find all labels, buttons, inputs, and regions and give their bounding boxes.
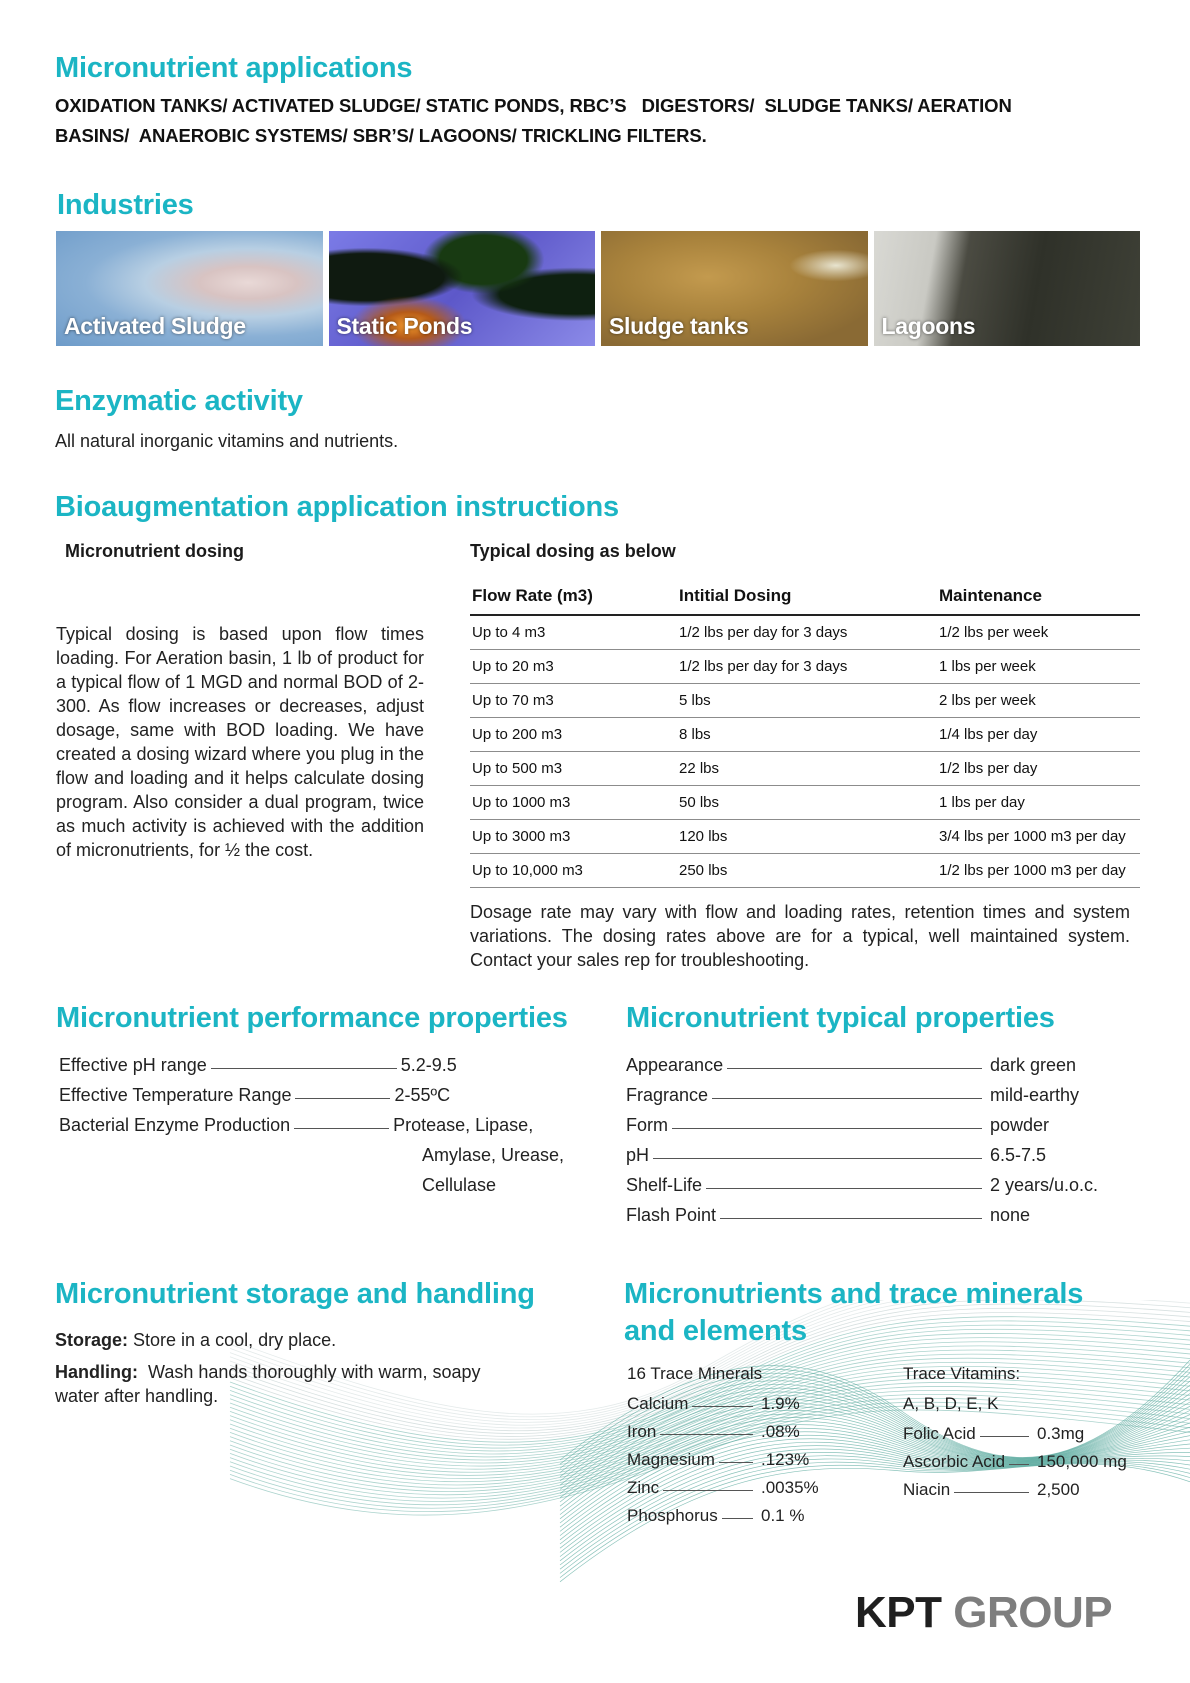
property-label: Flash Point xyxy=(626,1205,717,1225)
trace-value: 0.3mg xyxy=(1037,1424,1085,1443)
property-value: 2 years/u.o.c. xyxy=(990,1175,1099,1195)
table-row xyxy=(470,786,1140,820)
property-label: Fragrance xyxy=(626,1085,709,1105)
trace-row xyxy=(627,1498,805,1526)
initial-dosing-cell: 1/2 lbs per day for 3 days xyxy=(677,650,937,684)
typical-list xyxy=(626,1046,1146,1226)
tile-label: Activated Sludge xyxy=(64,313,246,339)
logo-group: GROUP xyxy=(953,1588,1113,1637)
applications-list-line1: OXIDATION TANKS/ ACTIVATED SLUDGE/ STATIC PONDS, RBC’S DIGESTORS/ SLUDGE TANKS/ AERATION xyxy=(55,95,1012,116)
property-value: 5.2-9.5 xyxy=(400,1055,457,1075)
property-value-continued xyxy=(59,1166,564,1196)
leader-line xyxy=(720,1218,982,1219)
trace-label: Niacin xyxy=(903,1480,951,1499)
property-label: Effective pH range xyxy=(59,1055,207,1075)
leader-line xyxy=(727,1068,982,1069)
property-value: Protease, Lipase, xyxy=(393,1115,534,1135)
enzymatic-title: Enzymatic activity xyxy=(55,385,303,417)
trace-title-line1: Micronutrients and trace minerals xyxy=(624,1278,1084,1310)
trace-label: Calcium xyxy=(627,1394,689,1413)
trace-label: Zinc xyxy=(627,1478,660,1497)
leader-line xyxy=(719,1462,753,1463)
handling-label: Handling: xyxy=(55,1362,138,1382)
maintenance-cell: 2 lbs per week xyxy=(937,684,1140,718)
trace-value: 0.1 % xyxy=(761,1506,805,1525)
flow-rate-cell: Up to 3000 m3 xyxy=(470,820,677,854)
table-row xyxy=(470,615,1140,650)
flow-rate-cell: Up to 1000 m3 xyxy=(470,786,677,820)
vitamins-list: A, B, D, E, K xyxy=(903,1394,999,1413)
maintenance-cell: 1/2 lbs per week xyxy=(937,615,1140,650)
maintenance-cell: 1 lbs per week xyxy=(937,650,1140,684)
trace-row xyxy=(903,1444,1127,1472)
leader-line xyxy=(1009,1464,1029,1465)
trace-value: 2,500 xyxy=(1037,1480,1080,1499)
minerals-heading: 16 Trace Minerals xyxy=(627,1364,763,1383)
maintenance-cell: 1/2 lbs per day xyxy=(937,752,1140,786)
property-value: Cellulase xyxy=(422,1175,497,1195)
table-header-row xyxy=(470,578,1140,615)
property-label: Shelf-Life xyxy=(626,1175,703,1195)
leader-line xyxy=(672,1128,982,1129)
maintenance-cell: 1/2 lbs per 1000 m3 per day xyxy=(937,854,1140,888)
trace-value: .123% xyxy=(761,1450,810,1469)
property-label: Bacterial Enzyme Production xyxy=(59,1115,291,1135)
applications-list-line2: BASINS/ ANAEROBIC SYSTEMS/ SBR’S/ LAGOONS/ TRICKLING FILTERS. xyxy=(55,125,707,146)
leader-line xyxy=(980,1436,1029,1437)
initial-dosing-cell: 5 lbs xyxy=(677,684,937,718)
property-row xyxy=(626,1196,1146,1226)
trace-row xyxy=(627,1414,800,1442)
dosing-paragraph: Typical dosing is based upon flow times loading. For Aeration basin, 1 lb of product for a typical flow of 1 MGD and normal BOD of 2-300. As flow increases or decreases, adjust dosage, same with BOD loading. We have created a dosing wizard where you plug in the flow and loading and it helps calculate dosing program. Also consider a dual program, twice as much activity is achieved with the addition of micronutrients, for ½ the cost. xyxy=(56,624,424,860)
tile-label: Static Ponds xyxy=(336,313,473,339)
table-subtitle: Typical dosing as below xyxy=(470,541,676,561)
trace-value: .0035% xyxy=(761,1478,819,1497)
leader-line xyxy=(712,1098,982,1099)
property-value: powder xyxy=(990,1115,1050,1135)
industry-tile-static-ponds xyxy=(329,231,596,346)
property-value: none xyxy=(990,1205,1031,1225)
flow-rate-cell: Up to 10,000 m3 xyxy=(470,854,677,888)
kpt-group-logo xyxy=(855,1588,1112,1638)
maintenance-cell: 3/4 lbs per 1000 m3 per day xyxy=(937,820,1140,854)
initial-dosing-cell: 120 lbs xyxy=(677,820,937,854)
table-row xyxy=(470,820,1140,854)
property-label: pH xyxy=(626,1145,650,1165)
storage-text: Store in a cool, dry place. xyxy=(128,1330,337,1350)
property-label: Appearance xyxy=(626,1055,724,1075)
performance-title: Micronutrient performance properties xyxy=(56,1002,568,1034)
leader-line xyxy=(663,1490,753,1491)
property-label: Form xyxy=(626,1115,668,1135)
vitamin-values-list xyxy=(903,1416,1127,1500)
table-row xyxy=(470,718,1140,752)
trace-label: Folic Acid xyxy=(903,1424,976,1443)
handling-text: Wash hands thoroughly with warm, soapy water after handling. xyxy=(55,1362,486,1406)
property-row xyxy=(626,1136,1146,1166)
property-row xyxy=(626,1106,1146,1136)
maintenance-cell: 1 lbs per day xyxy=(937,786,1140,820)
logo-kpt: KPT xyxy=(855,1588,942,1637)
storage-title: Micronutrient storage and handling xyxy=(55,1278,535,1310)
property-row xyxy=(59,1046,564,1076)
leader-line xyxy=(653,1158,982,1159)
property-value-continued xyxy=(59,1136,564,1166)
leader-line xyxy=(706,1188,982,1189)
enzymatic-text: All natural inorganic vitamins and nutrients. xyxy=(55,431,399,451)
leader-line xyxy=(954,1492,1029,1493)
dosing-subtitle: Micronutrient dosing xyxy=(65,541,244,561)
leader-line xyxy=(294,1128,389,1129)
trace-row xyxy=(903,1416,1085,1444)
flow-rate-cell: Up to 200 m3 xyxy=(470,718,677,752)
flow-rate-cell: Up to 500 m3 xyxy=(470,752,677,786)
leader-line xyxy=(660,1434,753,1435)
table-row xyxy=(470,684,1140,718)
trace-value: .08% xyxy=(761,1422,800,1441)
industry-tile-sludge-tanks xyxy=(601,231,868,346)
industries-title: Industries xyxy=(57,189,194,221)
leader-line xyxy=(692,1406,753,1407)
tile-label: Sludge tanks xyxy=(609,313,749,339)
vitamins-heading: Trace Vitamins: xyxy=(903,1364,1021,1383)
trace-row xyxy=(627,1386,800,1414)
handling-line xyxy=(55,1360,495,1408)
tile-label: Lagoons xyxy=(881,313,976,339)
trace-label: Iron xyxy=(627,1422,657,1441)
initial-dosing-cell: 1/2 lbs per day for 3 days xyxy=(677,615,937,650)
typical-title: Micronutrient typical properties xyxy=(626,1002,1055,1034)
column-header: Flow Rate (m3) xyxy=(470,578,677,615)
property-value: Amylase, Urease, xyxy=(422,1145,565,1165)
column-header: Maintenance xyxy=(937,578,1140,615)
applications-title: Micronutrient applications xyxy=(55,52,413,84)
trace-row xyxy=(627,1470,819,1498)
bioaugmentation-title: Bioaugmentation application instructions xyxy=(55,491,619,523)
leader-line xyxy=(211,1068,397,1069)
initial-dosing-cell: 250 lbs xyxy=(677,854,937,888)
property-value: 6.5-7.5 xyxy=(990,1145,1047,1165)
trace-label: Magnesium xyxy=(627,1450,715,1469)
trace-label: Ascorbic Acid xyxy=(903,1452,1006,1471)
property-row xyxy=(626,1046,1146,1076)
property-label: Effective Temperature Range xyxy=(59,1085,292,1105)
dosing-note: Dosage rate may vary with flow and loading rates, retention times and system variations. The dosing rates above are for a typical, well maintained system. Contact your sales rep for troubleshooting. xyxy=(470,902,1130,970)
property-value: dark green xyxy=(990,1055,1077,1075)
industry-tile-lagoons xyxy=(874,231,1141,346)
property-row xyxy=(59,1106,564,1136)
column-header: Intitial Dosing xyxy=(677,578,937,615)
flow-rate-cell: Up to 4 m3 xyxy=(470,615,677,650)
property-row xyxy=(59,1076,564,1106)
flow-rate-cell: Up to 20 m3 xyxy=(470,650,677,684)
performance-list xyxy=(59,1046,564,1196)
property-value: mild-earthy xyxy=(990,1085,1080,1105)
industry-tile-activated-sludge xyxy=(56,231,323,346)
minerals-list xyxy=(627,1386,819,1526)
table-row xyxy=(470,752,1140,786)
dosing-table xyxy=(470,578,1140,888)
industries-gallery xyxy=(56,231,1140,346)
trace-value: 150,000 mg xyxy=(1037,1452,1127,1471)
table-row xyxy=(470,854,1140,888)
property-row xyxy=(626,1166,1146,1196)
leader-line xyxy=(722,1518,753,1519)
maintenance-cell: 1/4 lbs per day xyxy=(937,718,1140,752)
table-row xyxy=(470,650,1140,684)
trace-row xyxy=(627,1442,810,1470)
initial-dosing-cell: 50 lbs xyxy=(677,786,937,820)
flow-rate-cell: Up to 70 m3 xyxy=(470,684,677,718)
initial-dosing-cell: 22 lbs xyxy=(677,752,937,786)
leader-line xyxy=(295,1098,390,1099)
initial-dosing-cell: 8 lbs xyxy=(677,718,937,752)
storage-line xyxy=(55,1328,505,1352)
storage-label: Storage: xyxy=(55,1330,129,1350)
trace-row xyxy=(903,1472,1080,1500)
trace-title-line2: and elements xyxy=(624,1315,807,1347)
trace-value: 1.9% xyxy=(761,1394,800,1413)
property-row xyxy=(626,1076,1146,1106)
trace-label: Phosphorus xyxy=(627,1506,718,1525)
property-value: 2-55ºC xyxy=(394,1085,451,1105)
